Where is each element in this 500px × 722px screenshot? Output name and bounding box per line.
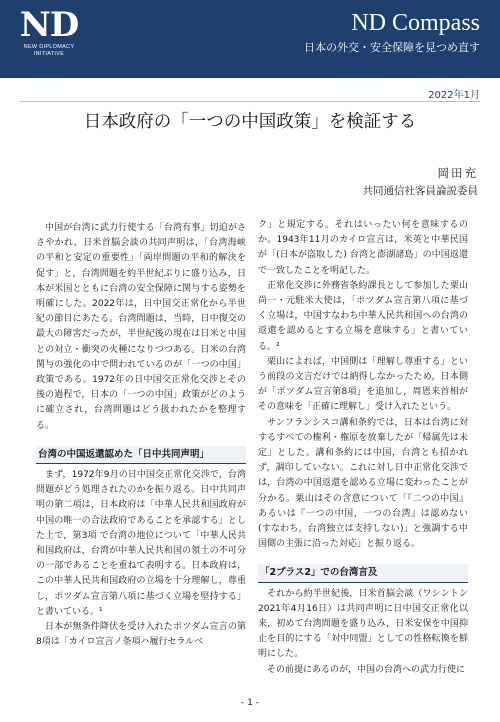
paragraph: 中国が台湾に武力行使する「台湾有事」切迫がささやかれ，日米首脳会談の共同声明は，「台湾海峡の平和と安定の重要性」「両岸問題の平和的解決を促す」と，台湾問題を約半世紀ぶりに盛り込み，日本が米国とともに台湾の安全保障に関与する姿勢を明確にした。2022年は，日中国交正常化から半世紀の節目にあたる。台湾問題は，当時，日中復交の最大の障害だったが，半世紀後の現在は日米と中国との対立・衝突の火種になりつつある。日米の台湾関与の強化の中で問われているのが「一つの中国」政策である。1972年の日中国交正常化交渉とその後の過程で，日本の「一つの中国」政策がどのように確立され，台湾問題はどう扱われたかを整理する。 (36, 223, 246, 431)
paragraph: その前提にあるのが，中国の台湾への武力行使に (267, 664, 466, 675)
header-bar (0, 0, 500, 78)
publication-title: ND Compass (351, 10, 480, 36)
paragraph: 日本が無条件降伏を受け入れたポツダム宣言の第8項は「カイロ宣言ノ条項ハ履行セラルベ (36, 622, 246, 648)
article-title: 日本政府の「一つの中国政策」を検証する (83, 112, 417, 132)
section-heading: 「2プラス2」での台湾言及 (258, 564, 468, 582)
brand-block (304, 8, 480, 56)
top-divider (20, 101, 480, 102)
nd-logo (14, 6, 84, 70)
paragraph: サンフランシスコ講和条約では，日本は台湾に対するすべての権利・権原を放棄したが「帰属先は未定」とした。講和条約には中国，台湾とも招かれず，調印していない。これに対し日中正常化交渉では，台湾の中国返還を認める立場に変わったことが分かる。栗山はその含意について「『二つの中国』あるいは『一つの中国，一つの台湾』は認めない(すなわち，台湾独立は支持しない)」と強調する中国側の主張に沿った対応」と振り返る。 (258, 417, 468, 550)
paragraph: まず，1972年9月の日中国交正常化交渉で，台湾問題がどう処理されたのかを振り返る。日中共同声明の第二項は，日本政府は「中華人民共和国政府が中国の唯一の合法政府であることを承認する」とした上で，第3項 で台湾の地位について「中華人民共和国政府は，台湾が中華人民共和国の領土の不可分の一部であることを重ねて表明する。日本政府は，この中華人民共和国政府の立場を十分理解し，尊重し，ポツダム宣言第八項に基づく立場を堅持する」と書いている。¹ (36, 470, 246, 617)
left-column (36, 221, 246, 650)
author-block (363, 164, 479, 200)
paragraph: 正常化交渉に外務省条約課長として参加した栗山尚一・元駐米大使は，「ポツダム宣言第八項に基づく立場は，中国すなわち中華人民共和国への台湾の返還を認めるとする立場を意味する」と書いている。² (258, 280, 468, 352)
paragraph: それから約半世紀後，日米首脳会談（ワシントン 2021年4月16日）は共同声明に日中国交正常化以来，初めて台湾問題を盛り込み，日米安保を中国抑止を目的にする「対中同盟」としての性格転換を鮮明にした。 (258, 588, 468, 660)
section-heading: 台湾の中国返還認めた「日中共同声明」 (36, 446, 246, 464)
right-column (258, 218, 468, 678)
paragraph: ク」と規定する。それはいったい何を意味するのか。1943年11月のカイロ宣言は，米英と中華民国が「(日本が盗取した) 台湾と澎湖諸島」の中国返還で一致したことを明記した。 (258, 220, 468, 276)
logo-sub-1: NEW DIPLOMACY (23, 44, 75, 50)
publication-tagline: 日本の外交・安全保障を見つめ直す (304, 41, 480, 54)
paragraph: 栗山によれば，中国側は「理解し尊重する」という前段の文言だけでは納得しなかったため，日本側が「ポツダム宣言第8項」を追加し，周恩来首相がその意味を「正確に理解し」受け入れたという。 (258, 356, 468, 413)
author-affiliation: 共同通信社客員論説委員 (362, 185, 478, 197)
logo-mark: ND (19, 5, 79, 45)
page-number: - 1 - (241, 698, 259, 708)
author-name: 岡田充 (437, 166, 478, 180)
logo-sub-2: INITIATIVE (33, 51, 65, 57)
issue-date: 2022年1月 (428, 90, 480, 101)
